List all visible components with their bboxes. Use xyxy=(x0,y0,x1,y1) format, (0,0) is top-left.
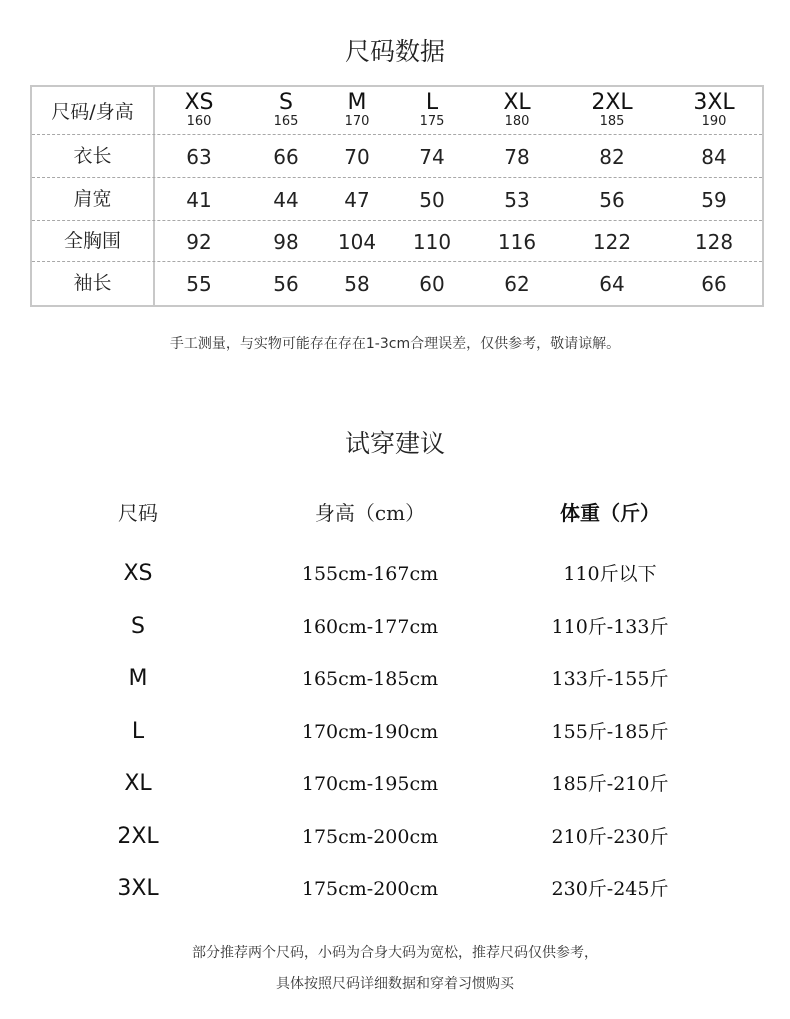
table-cell: 82 xyxy=(599,144,625,169)
table-cell: 44 xyxy=(273,187,299,212)
fit-weight-cell: 155斤-185斤 xyxy=(551,721,669,743)
table-cell: 55 xyxy=(186,272,212,296)
fit-height-cell: 165cm-185cm xyxy=(301,668,439,690)
header-height-xl: 180 xyxy=(504,114,530,129)
header-height-3xl: 190 xyxy=(701,114,727,129)
fit-weight-cell: 133斤-155斤 xyxy=(551,668,669,690)
row-label: 袖长 xyxy=(73,272,112,294)
table-cell: 41 xyxy=(186,187,212,212)
row-separator xyxy=(32,134,762,135)
row-label: 肩宽 xyxy=(73,187,112,210)
table-cell: 62 xyxy=(504,272,530,296)
fit-height-cell: 155cm-167cm xyxy=(301,563,439,585)
table-cell: 60 xyxy=(419,272,445,296)
table-cell: 128 xyxy=(694,229,734,254)
fit-note-line-2: 具体按照尺码详细数据和穿着习惯购买 xyxy=(276,976,514,992)
fit-weight-cell: 110斤以下 xyxy=(563,563,657,585)
table-cell: 122 xyxy=(592,229,632,254)
fit-weight-cell: 110斤-133斤 xyxy=(551,616,669,638)
size-data-table xyxy=(30,85,764,307)
row-label: 衣长 xyxy=(73,144,112,167)
fit-header-weight: 体重（斤） xyxy=(560,501,660,525)
table-cell: 66 xyxy=(273,144,299,169)
header-size-s: S xyxy=(279,90,293,115)
fit-weight-cell: 230斤-245斤 xyxy=(551,878,669,900)
table-cell: 104 xyxy=(337,229,377,254)
header-height-2xl: 185 xyxy=(599,114,625,129)
table-cell: 78 xyxy=(504,144,530,169)
size-data-title: 尺码数据 xyxy=(344,37,445,66)
table-cell: 47 xyxy=(344,187,370,212)
header-size-3xl: 3XL xyxy=(693,90,735,115)
fit-size-cell: 3XL xyxy=(117,876,159,901)
fit-height-cell: 170cm-195cm xyxy=(301,773,439,795)
table-cell: 56 xyxy=(273,272,299,296)
table-cell: 50 xyxy=(419,187,445,212)
fit-advice-title: 试穿建议 xyxy=(344,429,445,458)
fit-size-cell: M xyxy=(128,666,148,691)
fit-height-cell: 160cm-177cm xyxy=(301,616,439,638)
table-cell: 92 xyxy=(186,229,212,254)
header-size-xs: XS xyxy=(184,90,214,115)
table-cell: 63 xyxy=(186,144,212,169)
table-cell: 116 xyxy=(497,229,537,254)
fit-size-cell: S xyxy=(131,614,145,639)
fit-note-line-1: 部分推荐两个尺码，小码为合身大码为宽松，推荐尺码仅供参考， xyxy=(192,945,598,961)
header-size-m: M xyxy=(347,90,367,115)
fit-size-cell: 2XL xyxy=(117,824,159,849)
table-cell: 53 xyxy=(504,187,530,212)
header-size-2xl: 2XL xyxy=(591,90,633,115)
row-label: 全胸围 xyxy=(63,229,121,252)
fit-size-cell: XS xyxy=(123,561,153,586)
table-cell: 59 xyxy=(701,187,727,212)
fit-weight-cell: 210斤-230斤 xyxy=(551,826,669,848)
fit-size-cell: XL xyxy=(124,771,152,796)
table-cell: 58 xyxy=(344,272,370,296)
header-height-l: 175 xyxy=(419,114,445,129)
fit-weight-cell: 185斤-210斤 xyxy=(551,773,669,795)
header-height-xs: 160 xyxy=(186,114,212,129)
table-cell: 98 xyxy=(273,229,299,254)
fit-header-height: 身高（cm） xyxy=(314,501,426,525)
table-cell: 66 xyxy=(701,272,727,296)
table-cell: 84 xyxy=(701,144,727,169)
fit-height-cell: 170cm-190cm xyxy=(301,721,439,743)
measurement-note: 手工测量，与实物可能存在存在1-3cm合理误差，仅供参考，敬请谅解。 xyxy=(169,336,621,352)
table-cell: 110 xyxy=(412,229,452,254)
table-cell: 56 xyxy=(599,187,625,212)
table-cell: 74 xyxy=(419,144,445,169)
row-separator xyxy=(32,261,762,262)
header-size-l: L xyxy=(425,90,439,115)
row-separator xyxy=(32,177,762,178)
table-cell: 70 xyxy=(344,144,370,169)
fit-height-cell: 175cm-200cm xyxy=(301,826,439,848)
header-height-s: 165 xyxy=(273,114,299,129)
fit-header-size: 尺码 xyxy=(118,501,158,525)
fit-height-cell: 175cm-200cm xyxy=(301,878,439,900)
header-height-m: 170 xyxy=(344,114,370,129)
table-cell: 64 xyxy=(599,272,625,296)
row-separator xyxy=(32,220,762,221)
corner-label: 尺码/身高 xyxy=(51,101,134,123)
header-size-xl: XL xyxy=(503,90,531,115)
fit-size-cell: L xyxy=(131,719,145,744)
